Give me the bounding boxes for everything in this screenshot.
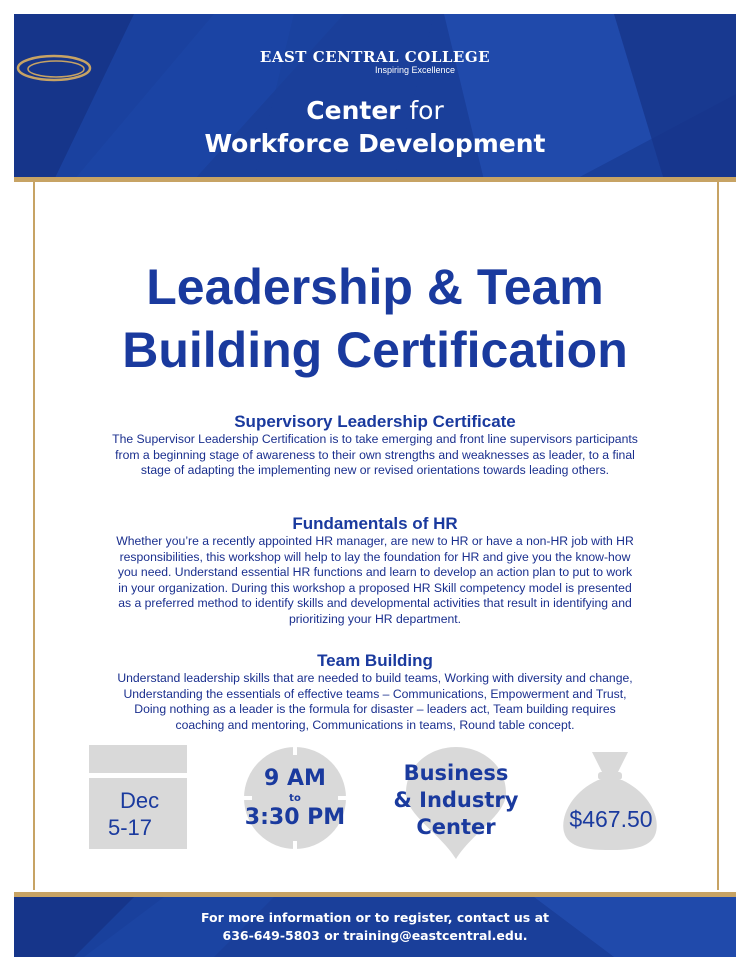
footer-line1: For more information or to register, contact us at xyxy=(200,910,550,925)
section-heading: Fundamentals of HR xyxy=(292,514,458,533)
location-line1: Business xyxy=(403,761,509,785)
center-subtitle: Workforce Development xyxy=(204,129,546,158)
calendar-icon xyxy=(89,745,187,773)
money-bag-icon xyxy=(558,748,662,852)
section-heading: Supervisory Leadership Certificate xyxy=(234,412,516,431)
section-hr xyxy=(0,514,750,627)
section-supervisory xyxy=(0,412,750,479)
section-body: Understand leadership skills that are needed to build teams, Working with diversity and change, Understanding the essentials of effective teams – Communications, Empowerment and Trust, Doing nothing as a leader is the formula for disaster – leaders act, Team building requires coaching and mentoring, Communications in teams, Round table concept. xyxy=(117,671,633,732)
location-line3: Center xyxy=(416,815,496,839)
logo-swoosh-icon xyxy=(14,48,94,84)
center-word: Center xyxy=(306,96,401,125)
time-start: 9 AM xyxy=(264,766,326,791)
college-logo xyxy=(14,48,736,75)
main-title xyxy=(0,256,750,382)
section-heading: Team Building xyxy=(317,651,433,670)
location-line2: & Industry xyxy=(393,788,519,812)
center-title xyxy=(14,94,736,160)
location xyxy=(368,760,544,841)
time-to: to xyxy=(289,793,301,804)
college-name: EAST CENTRAL COLLEGE xyxy=(259,48,491,66)
main-title-line2: Building Certification xyxy=(122,322,628,378)
footer-contact xyxy=(14,909,736,945)
footer-line2: 636-649-5803 or training@eastcentral.edu. xyxy=(222,928,528,943)
header-banner xyxy=(14,14,736,180)
footer-banner xyxy=(14,897,736,957)
date-month: Dec xyxy=(120,788,160,813)
date-days: 5-17 xyxy=(108,815,153,840)
for-word: for xyxy=(409,96,444,125)
section-team-building xyxy=(0,651,750,733)
section-body: Whether you’re a recently appointed HR manager, are new to HR or have a non-HR job with HR responsibilities, this workshop will help to lay the foundation for HR and give you the know-how you need. Understand essential HR functions and learn to develop an action plan to put to work in your organization. During this workshop a proposed HR Skill competency model is presented as a preferred method to identify skills and developmental activities that result in identifying and prioritizing your HR department. xyxy=(116,534,634,626)
college-tagline: Inspiring Excellence xyxy=(374,65,456,75)
section-body: The Supervisor Leadership Certification is to take emerging and front line supervisors participants from a beginning stage of awareness to their own strengths and weaknesses as leader, to a final stage of adapting the implementing new or revised orientations towards leading others. xyxy=(112,432,638,477)
time-end: 3:30 PM xyxy=(244,805,346,830)
main-title-line1: Leadership & Team xyxy=(146,259,604,315)
price: $467.50 xyxy=(569,806,653,832)
